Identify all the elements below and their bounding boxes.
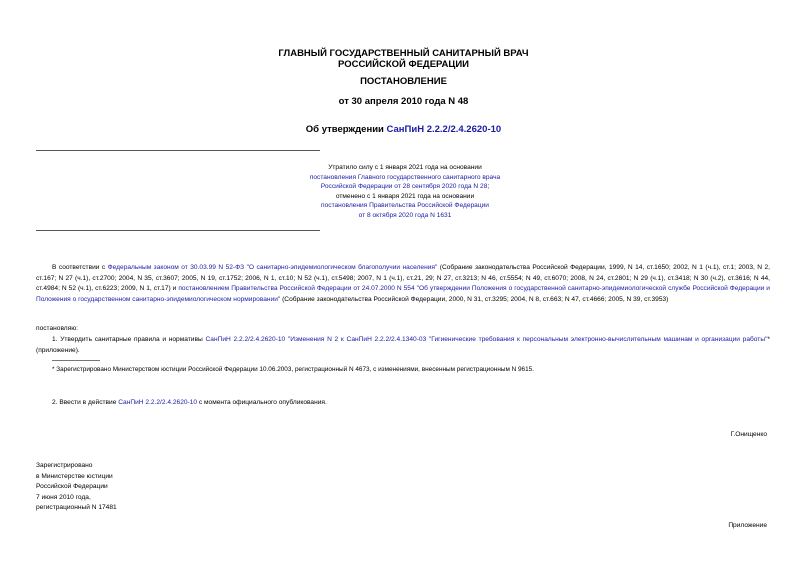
status-line-3-tail: ; bbox=[487, 183, 490, 191]
appendix-label: Приложение bbox=[728, 522, 767, 529]
registration-block bbox=[36, 461, 236, 514]
item2-text-a: 2. Ввести в действие bbox=[52, 399, 119, 406]
status-link-government-1[interactable]: постановления Правительства Российской Федерации bbox=[321, 202, 489, 210]
footnote: * Зарегистрировано Министерством юстиции Российской Федерации 10.06.2003, регистрационный N 4673, с изменениями, внесенным регистрационным N 9615. bbox=[52, 366, 534, 373]
item1-text-b: * (приложение). bbox=[36, 336, 770, 354]
sanpin-link-2[interactable]: СанПиН 2.2.2/2.4.2620-10 bbox=[118, 399, 198, 406]
preamble-text-3: (Собрание законодательства Российской Федерации, 2000, N 31, ст.3295; 2004, N 8, ст.663; N 47, ст.4666; 2005, N 39, ст.3953) bbox=[280, 295, 669, 303]
status-note bbox=[240, 163, 570, 221]
item1-text-a: 1. Утвердить санитарные правила и нормативы bbox=[52, 336, 206, 343]
document-type: ПОСТАНОВЛЕНИЕ bbox=[360, 76, 447, 87]
government-decree-link[interactable]: постановлением Правительства Российской Федерации от 24.07.2000 N 554 "Об утверждении Положения о государственной санитарно-эпидемиологической службе Российской Федерации и Положения о государственном санитарно-эпидемиологическом нормировании" bbox=[36, 285, 770, 303]
document-subject bbox=[0, 124, 807, 136]
status-link-decree-1[interactable]: постановления Главного государственного санитарного врача bbox=[309, 173, 501, 181]
registration-line-3: Российской Федерации bbox=[36, 483, 108, 490]
registration-line-2: в Министерстве юстиции bbox=[36, 472, 113, 480]
status-link-government-2[interactable]: от 8 октября 2020 года N 1631 bbox=[358, 211, 452, 219]
decree-item-1 bbox=[36, 335, 770, 356]
status-line-4: отменено с 1 января 2021 года на основании bbox=[335, 192, 475, 200]
status-link-decree-2[interactable]: Российской Федерации от 28 сентября 2020 года N 28 bbox=[320, 183, 488, 191]
document-date-number: от 30 апреля 2010 года N 48 bbox=[338, 96, 469, 107]
preamble-text-2: (Собрание законодательства Российской Федерации, 1999, N 14, ст.1650; 2002, N 1 (ч.1), ст.1; 2003, N 2, ст.167; N 27 (ч.1), ст.2700; 2004, N 35, ст.3607; 2005, N 19, ст.1752; 2006, N 1, ст.10; N 52 (ч.1), ст.5498; 2007, N 1 (ч.1), ст.21, 29; N 27, ст.3213; N 46, ст.5554; N 49, ст.6070; 2008, N 24, ст.2801; N 29 (ч.1), ст.3418; N 30 (ч.2), ст.3616; N 44, ст.4984; N 52 (ч.1), ст.6223; 2009, N 1, ст.17) и bbox=[36, 264, 771, 292]
decree-item-2 bbox=[52, 398, 772, 409]
signature: Г.Онищенко bbox=[730, 431, 767, 438]
federal-law-link[interactable]: Федеральным законом от 30.03.99 N 52-ФЗ "О санитарно-эпидемиологическом благополучии населения" bbox=[107, 264, 438, 271]
preamble-paragraph bbox=[36, 263, 770, 305]
item2-text-b: с момента официального опубликования. bbox=[197, 399, 327, 406]
decree-word: постановляю: bbox=[36, 325, 79, 332]
subject-prefix: Об утверждении bbox=[305, 124, 387, 135]
subject-sanpin-link[interactable]: СанПиН 2.2.2/2.4.2620-10 bbox=[386, 124, 502, 135]
registration-line-5: регистрационный N 17481 bbox=[36, 504, 117, 511]
status-top-rule bbox=[36, 150, 320, 151]
registration-line-1: Зарегистрировано bbox=[36, 462, 93, 469]
issuer-line-2: РОССИЙСКОЙ ФЕДЕРАЦИИ bbox=[337, 59, 469, 70]
footnote-rule bbox=[52, 360, 100, 361]
status-bottom-rule bbox=[36, 230, 320, 231]
status-line-1: Утратило силу с 1 января 2021 года на основании bbox=[328, 164, 482, 171]
sanpin-changes-link[interactable]: СанПиН 2.2.2/2.4.2620-10 "Изменения N 2 к СанПиН 2.2.2/2.4.1340-03 "Гигиенические требования к персональным электронно-вычислительным машинам и организации работы" bbox=[205, 336, 768, 343]
registration-line-4: 7 июня 2010 года, bbox=[36, 493, 91, 501]
issuer-line-1: ГЛАВНЫЙ ГОСУДАРСТВЕННЫЙ САНИТАРНЫЙ ВРАЧ bbox=[278, 48, 529, 59]
preamble-text-1: В соответствии с bbox=[52, 264, 108, 271]
